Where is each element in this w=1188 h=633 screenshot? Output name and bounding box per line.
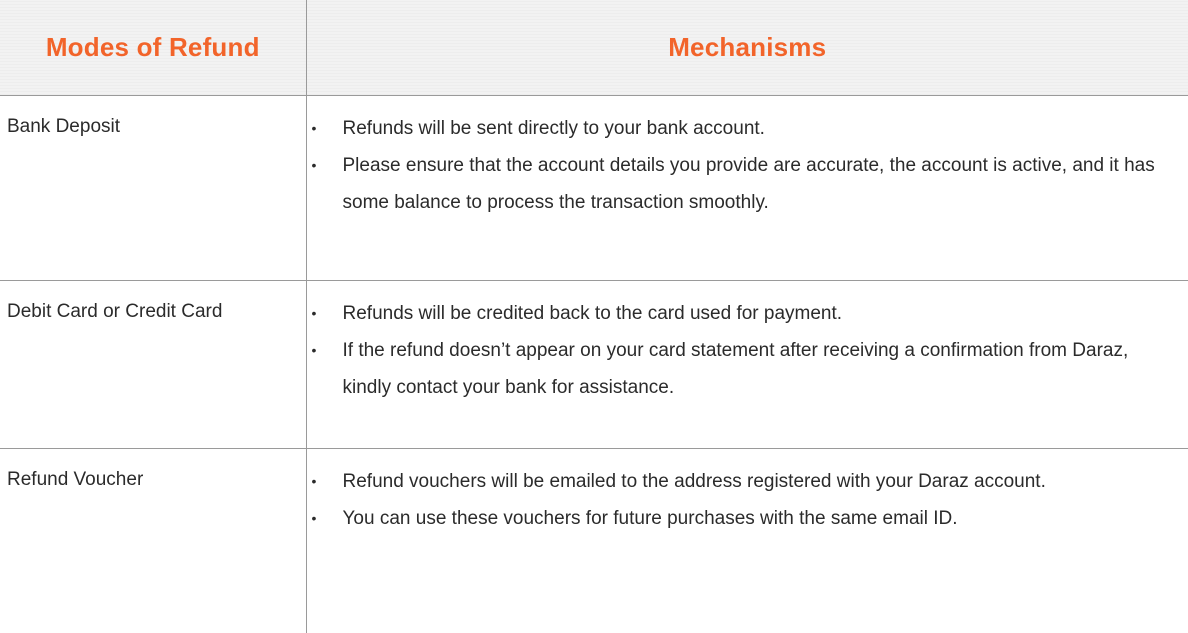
table-row <box>0 449 1188 633</box>
mode-refund-voucher: Refund Voucher <box>0 449 306 633</box>
bullet-icon: • <box>312 463 317 500</box>
table-row <box>0 96 1188 281</box>
mode-bank-deposit: Bank Deposit <box>0 96 306 281</box>
list-item <box>307 147 1175 221</box>
list-item <box>307 295 1175 332</box>
bullet-icon: • <box>312 295 317 332</box>
mechanism-list <box>307 463 1175 537</box>
header-mechanisms: Mechanisms <box>306 0 1188 96</box>
mechanism-cell <box>306 281 1188 449</box>
mechanism-cell <box>306 449 1188 633</box>
list-item <box>307 463 1175 500</box>
list-item <box>307 110 1175 147</box>
list-item <box>307 332 1175 406</box>
bullet-icon: • <box>312 147 317 184</box>
list-item-text: Refunds will be credited back to the card used for payment. <box>343 303 843 324</box>
list-item-text: Refunds will be sent directly to your bank account. <box>343 118 765 139</box>
list-item-text: If the refund doesn’t appear on your card statement after receiving a confirmation from Daraz, kindly contact your bank for assistance. <box>343 340 1129 398</box>
mechanism-cell <box>306 96 1188 281</box>
mechanism-list <box>307 295 1175 406</box>
mechanism-list <box>307 110 1175 221</box>
bullet-icon: • <box>312 500 317 537</box>
table-header-row <box>0 0 1188 96</box>
mode-debit-credit-card: Debit Card or Credit Card <box>0 281 306 449</box>
bullet-icon: • <box>312 110 317 147</box>
table-row <box>0 281 1188 449</box>
list-item-text: Please ensure that the account details you provide are accurate, the account is active, and it has some balance to process the transaction smoothly. <box>343 155 1155 213</box>
header-modes-of-refund: Modes of Refund <box>0 0 306 96</box>
list-item-text: You can use these vouchers for future purchases with the same email ID. <box>343 508 958 529</box>
list-item <box>307 500 1175 537</box>
bullet-icon: • <box>312 332 317 369</box>
list-item-text: Refund vouchers will be emailed to the address registered with your Daraz account. <box>343 471 1046 492</box>
